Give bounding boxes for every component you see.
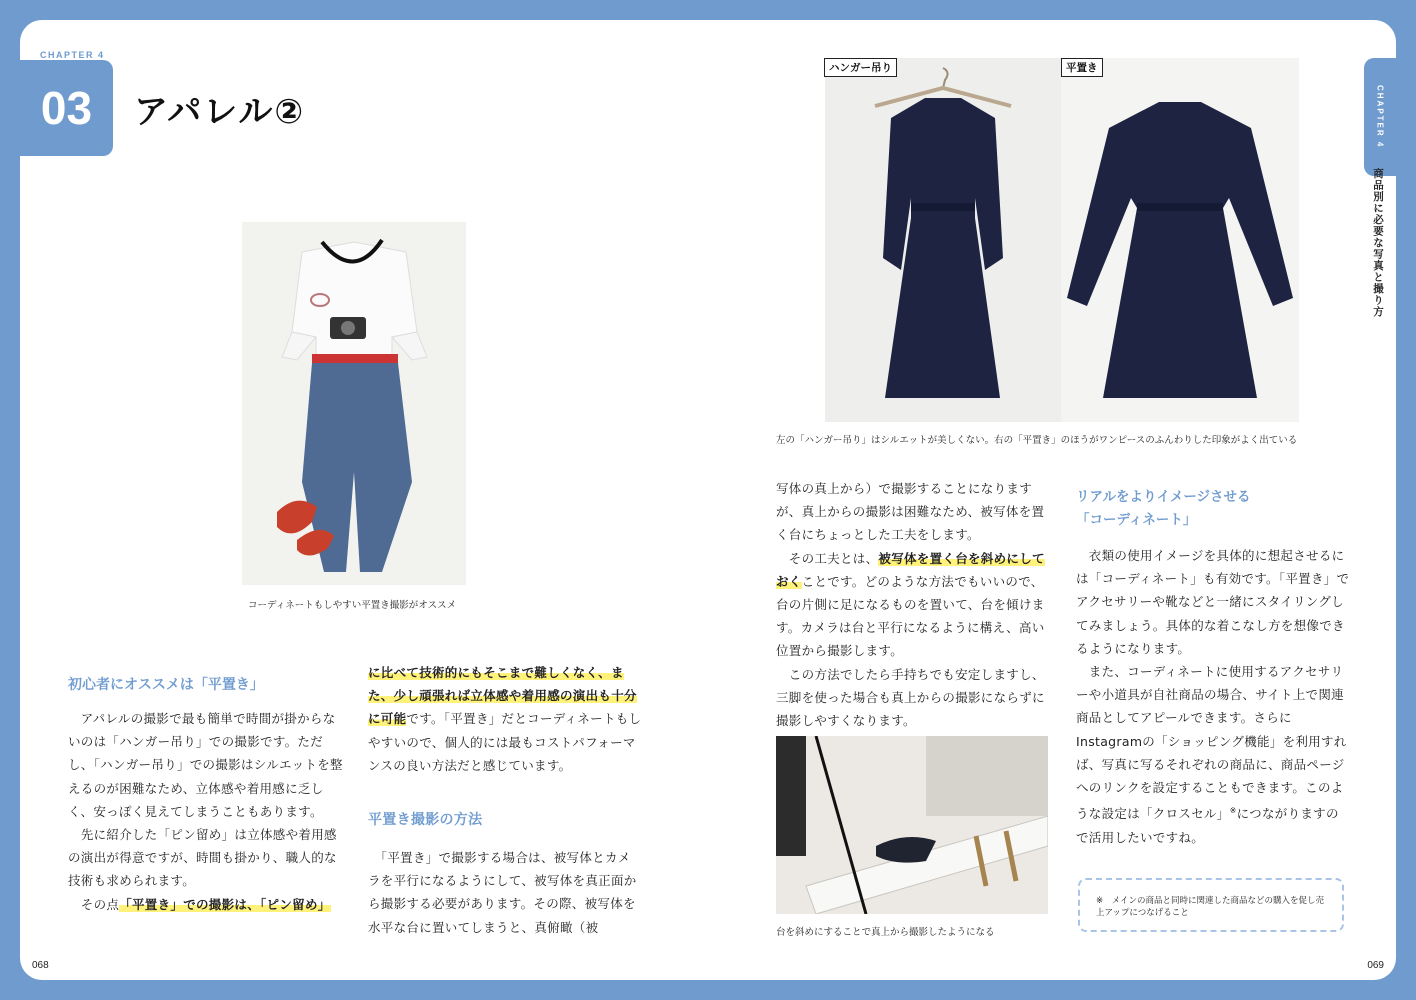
tag-flat: 平置き — [1061, 58, 1103, 77]
flatlay-caption: コーディネートもしやすい平置き撮影がオススメ — [248, 600, 457, 611]
magazine-spread — [20, 20, 1396, 980]
flatlay-photo — [242, 222, 466, 585]
right-column-1 — [776, 477, 1052, 732]
paragraph: 先に紹介した「ピン留め」は立体感や着用感の演出が得意ですが、時間も掛かり、職人的な技術も求められます。 — [68, 827, 337, 889]
paragraph: 衣類の使用イメージを具体的に想起させるには「コーディネート」も有効です。「平置き」でアクセサリーや靴などと一緒にスタイリングしてみましょう。具体的な着こなし方を想像できるようになります。 — [1076, 548, 1350, 656]
left-column-2 — [368, 661, 642, 939]
paragraph: その点「平置き」での撮影は、「ピン留め」 — [68, 896, 331, 912]
side-chapter-tab: CHAPTER 4 — [1364, 58, 1396, 176]
chapter-kicker: CHAPTER 4 — [40, 50, 105, 60]
heading-flat-method: 平置き撮影の方法 — [368, 812, 483, 829]
dress-flat-illustration — [1061, 58, 1299, 422]
highlight: に比べて技術的にもそこまで難しくなく、また、少し頑張れば立体感や着用感の演出も十分に可能 — [368, 665, 637, 727]
paragraph: 写体の真上から）で撮影することになりますが、真上からの撮影は困難なため、被写体を置く台にちょっとした工夫をします。 — [776, 481, 1045, 543]
highlight: 「平置き」での撮影は、「ピン留め」 — [119, 896, 331, 912]
dress-flat-photo — [1061, 58, 1299, 422]
tag-hanger: ハンガー吊り — [824, 58, 897, 77]
dress-caption: 左の「ハンガー吊り」はシルエットが美しくない。右の「平置き」のほうがワンピースのふんわりした印象がよく出ている — [776, 435, 1298, 446]
dress-hanger-illustration — [825, 58, 1061, 422]
paragraph: に比べて技術的にもそこまで難しくなく、また、少し頑張れば立体感や着用感の演出も十分に可能です。「平置き」だとコーディネートもしやすいので、個人的には最もコストパフォーマンスの良い方法だと感じています。 — [368, 665, 642, 773]
highlight: 被写体を置く台を斜めにしておく — [776, 550, 1045, 589]
setup-illustration — [776, 736, 1048, 914]
heading-coordinate: リアルをよりイメージさせる「コーディネート」 — [1076, 489, 1251, 528]
paragraph: 「平置き」で撮影する場合は、被写体とカメラを平行になるようにして、被写体を真正面から撮影する必要があります。その際、被写体を水平な台に置いてしまうと、真俯瞰（被 — [368, 850, 637, 935]
paragraph: この方法でしたら手持ちでも安定しますし、三脚を使った場合も真上からの撮影にならずに撮影しやすくなります。 — [776, 666, 1045, 729]
page-number-right: 069 — [1367, 960, 1384, 971]
page-number-left: 068 — [32, 960, 49, 971]
left-column-1 — [68, 707, 346, 916]
side-section-title: 商品別に必要な写真と撮り方 — [1372, 168, 1384, 318]
dress-hanger-photo — [825, 58, 1061, 422]
paragraph: その工夫とは、被写体を置く台を斜めにしておくことです。どのような方法でもいいので、台の片側に足になるものを置いて、台を傾けます。カメラは台と平行になるように構え、高い位置から撮影します。 — [776, 550, 1045, 659]
paragraph: また、コーディネートに使用するアクセサリーや小道具が自社商品の場合、サイト上で関連商品としてアピールできます。さらにInstagramの「ショッピング機能」を利用すれば、写真に写るそれぞれの商品に、商品ページへのリンクを設定することもできます。このような設定は「クロスセル」※につながりますので活用したいですね。 — [1076, 664, 1347, 845]
section-number: 03 — [20, 60, 113, 156]
footnote-box: ※ メインの商品と同時に関連した商品などの購入を促し売上アップにつなげること — [1078, 878, 1344, 932]
page-title: アパレル② — [134, 92, 306, 132]
paragraph: アパレルの撮影で最も簡単で時間が掛からないのは「ハンガー吊り」での撮影です。ただし、「ハンガー吊り」での撮影はシルエットを整えるのが困難なため、立体感や着用感に乏しく、安っぽく見えてしまうこともあります。 — [68, 711, 343, 819]
heading-recommend-flat: 初心者にオススメは「平置き」 — [68, 677, 264, 693]
setup-caption: 台を斜めにすることで真上から撮影したようになる — [776, 927, 995, 938]
setup-photo — [776, 736, 1048, 914]
flatlay-illustration — [242, 222, 466, 585]
right-column-2 — [1076, 544, 1350, 849]
